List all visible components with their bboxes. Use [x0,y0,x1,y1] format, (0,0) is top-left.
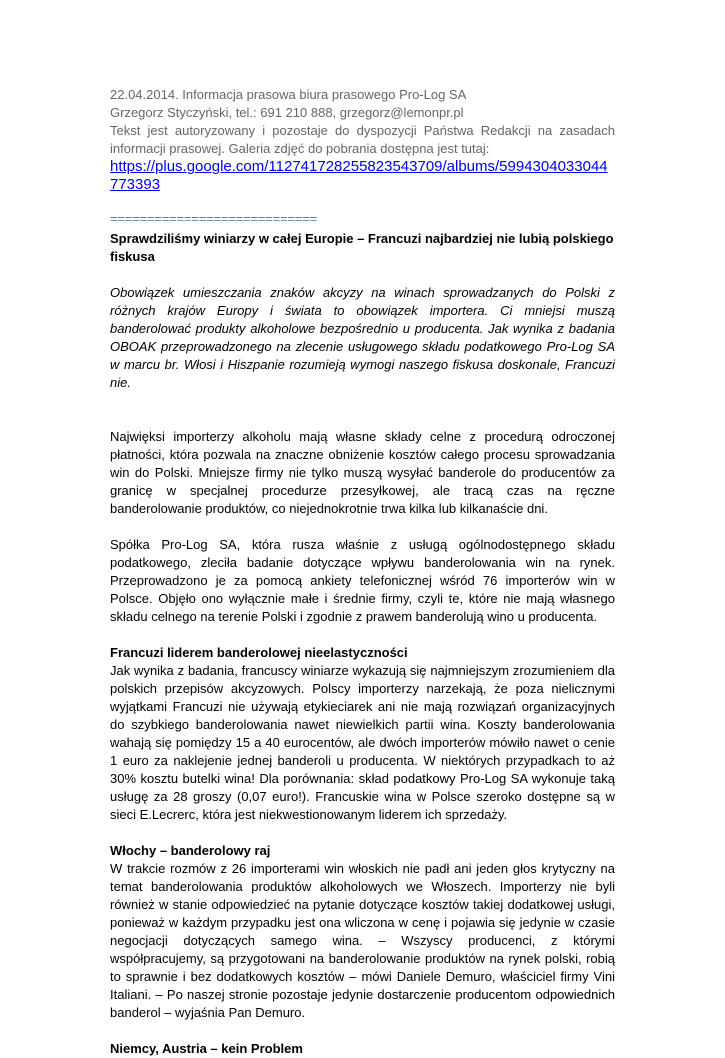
article-title: Sprawdziliśmy winiarzy w całej Europie – Francuzi najbardziej nie lubią polskiego fiskusa [110,231,614,264]
section-body: W trakcie rozmów z 26 importerami win włoskich nie padł ani jeden głos krytyczny na temat banderolowania produktów alkoholowych we Włoszech. Importerzy nie byli również w stanie odpowiedzieć na pytanie dotyczące kosztów takiej dodatkowej usługi, ponieważ w każdym przypadku jest ona wliczona w cenę i pojawia się jedynie w czasie negocjacji dotyczących samego wina. – Wszyscy producenci, z którymi współpracujemy, są przygotowani na banderolowanie produktów na rynek polski, robią to sprawnie i bez dodatkowych kosztów – mówi Daniele Demuro, właściciel firmy Vini Italiani. – Po naszej stronie pozostaje jedynie dostarczenie producentom odpowiednich banderol – wyjaśnia Pan Demuro. [110,861,615,1020]
section-france [110,644,615,824]
press-release-date-line: 22.04.2014. Informacja prasowa biura prasowego Pro-Log SA [110,87,467,102]
article-lead: Obowiązek umieszczania znaków akcyzy na winach sprowadzanych do Polski z różnych krajów Europy i świata to obowiązek importera. Ci mniejsi muszą banderolować produkty alkoholowe bezpośrednio u producenta. Jak wynika z badania OBOAK przeprowadzonego na zlecenie usługowego składu podatkowego Pro-Log SA w marcu br. Włosi i Hiszpanie rozumieją wymogi naszego fiskusa doskonale, Francuzi nie. [110,285,615,390]
paragraph: Najwięksi importerzy alkoholu mają własne składy celne z procedurą odroczonej płatności, która pozwala na znaczne obniżenie kosztów całego procesu sprowadzania win do Polski. Mniejsze firmy nie tylko muszą wysyłać banderole do producentów za granicę w specjalnej procedurze przesyłkowej, ale tracą czas na ręczne banderolowanie produktów, co niejednokrotnie trwa kilka lub kilkanaście dni. [110,429,615,516]
document-body [110,86,615,1058]
authorization-note: Tekst jest autoryzowany i pozostaje do dyspozycji Państwa Redakcji na zasadach informacji prasowej. Galeria zdjęć do pobrania dostępna jest tutaj: [110,123,615,156]
section-body: Jak wynika z badania, francuscy winiarze wykazują się najmniejszym zrozumieniem dla polskich przepisów akcyzowych. Polscy importerzy narzekają, że poza nielicznymi wyjątkami Francuzi nie używają etykieciarek ani nie mają rozwiązań organizacyjnych do szybkiego banderolowania nawet niewielkich partii wina. Koszty banderolowania wahają się pomiędzy 15 a 40 eurocentów, ale dwóch importerów mówiło nawet o cenie 1 euro za naklejenie jednej banderoli u producenta. W niektórych przypadkach to aż 30% kosztu butelki wina! Dla porównania: skład podatkowy Pro-Log SA wykonuje taką usługę za 28 groszy (0,07 euro!). Francuskie wina w Polsce szeroko dostępne są w sieci E.Lecrerc, która jest niekwestionowanym liderem ich sprzedaży. [110,663,615,822]
section-heading: Niemcy, Austria – kein Problem [110,1041,303,1056]
contact-line: Grzegorz Styczyński, tel.: 691 210 888, grzegorz@lemonpr.pl [110,105,464,120]
gallery-link[interactable]: https://plus.google.com/112741728255823543709/albums/5994304033044773393 [110,158,608,193]
paragraph: Spółka Pro-Log SA, która rusza właśnie z usługą ogólnodostępnego składu podatkowego, zleciła badanie dotyczące wpływu banderolowania win na rynek. Przeprowadzono je za pomocą ankiety telefonicznej wśród 76 importerów win w Polsce. Objęło ono wyłącznie małe i średnie firmy, czyli te, które nie mają własnego składu celnego na terenie Polski i zgodnie z prawem banderolują wino u producenta. [110,537,615,624]
section-heading: Włochy – banderolowy raj [110,843,271,858]
separator-line: ============================ [110,211,317,226]
section-italy [110,842,615,1022]
section-heading: Francuzi liderem banderolowej nieelastyczności [110,645,408,660]
section-germany-austria [110,1040,615,1058]
